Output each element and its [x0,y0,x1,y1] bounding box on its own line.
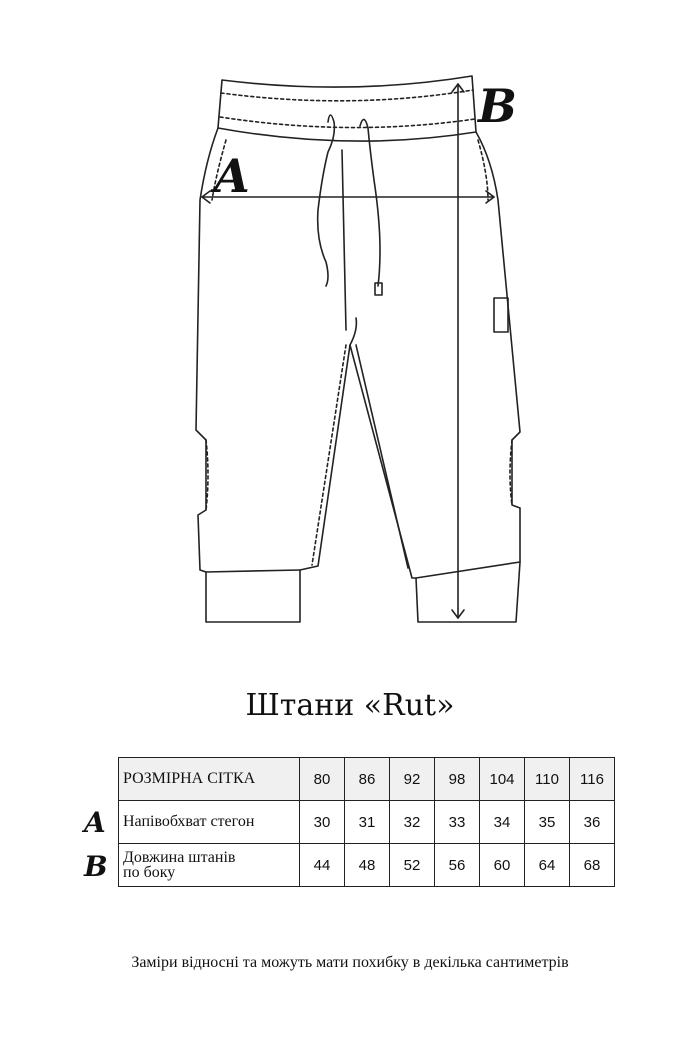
product-title: Штани «Rut» [245,688,455,723]
row-label-length-line2: по боку [123,864,176,881]
value-cell: 30 [300,801,345,844]
value-cell: 44 [300,844,345,887]
svg-text:B: B [84,850,108,882]
waistband [218,76,476,141]
svg-text:A: A [84,806,106,838]
value-cell: 68 [570,844,615,887]
value-cell: 60 [480,844,525,887]
size-header-row [119,758,615,801]
table-row-length [119,844,615,887]
row-marker-b [80,848,114,882]
row-label-hip: Напівобхват стегон [119,801,300,844]
measurement-disclaimer: Заміри відносні та можуть мати похибку в декілька сантиметрів [131,954,569,971]
size-cell: 86 [345,758,390,801]
drawstring-right [360,119,380,286]
size-chart-table [118,757,615,887]
value-cell: 64 [525,844,570,887]
dimension-a-label: A [214,149,250,203]
dimension-b-label: B [478,79,517,133]
table-row-hip [119,801,615,844]
size-cell: 98 [435,758,480,801]
value-cell: 48 [345,844,390,887]
row-label-length-line1: Довжина штанів [123,849,236,866]
value-cell: 32 [390,801,435,844]
size-cell: 92 [390,758,435,801]
value-cell: 35 [525,801,570,844]
value-cell: 31 [345,801,390,844]
size-cell: 104 [480,758,525,801]
size-cell: 116 [570,758,615,801]
value-cell: 33 [435,801,480,844]
size-chart-header: РОЗМІРНА СІТКА [119,758,300,801]
row-marker-a [80,804,114,838]
size-cell: 80 [300,758,345,801]
value-cell: 36 [570,801,615,844]
value-cell: 34 [480,801,525,844]
value-cell: 56 [435,844,480,887]
row-label-length [119,844,300,887]
size-cell: 110 [525,758,570,801]
value-cell: 52 [390,844,435,887]
